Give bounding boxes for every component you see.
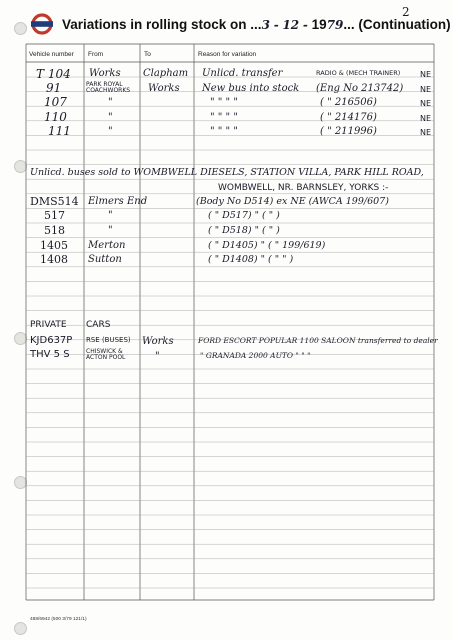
- from-value: Sutton: [88, 254, 122, 265]
- vehicle-number: 111: [48, 124, 71, 138]
- column-header-to: To: [144, 51, 151, 58]
- to-value: ": [155, 351, 160, 362]
- from-value: Works: [89, 68, 121, 79]
- vehicle-number: 1405: [40, 239, 68, 252]
- reason-extra: (Eng No 213742): [316, 83, 404, 94]
- vehicle-number: KJD637P: [30, 335, 73, 346]
- reason-value: " " " ": [210, 112, 238, 123]
- page-number: 2: [402, 5, 410, 19]
- to-value: Clapham: [143, 68, 189, 79]
- from-value: Merton: [88, 240, 126, 251]
- sold-note-line2: WOMBWELL, NR. BARNSLEY, YORKS :-: [218, 183, 389, 193]
- column-header-vehicle: Vehicle number: [29, 51, 74, 58]
- reason-value: " " " ": [210, 126, 238, 137]
- to-value: Works: [148, 83, 180, 94]
- to-value: Works: [142, 336, 174, 347]
- vehicle-number: 107: [44, 95, 67, 109]
- from-value: ": [108, 126, 113, 137]
- form-code: 488/6942 (500 3/79 121/1): [30, 617, 87, 622]
- reason-value: FORD ESCORT POPULAR 1100 SALOON transferred to dealer: [198, 336, 438, 345]
- body-number: ( " D1405) " ( " 199/619): [208, 240, 326, 251]
- vehicle-number: 91: [46, 81, 62, 95]
- vehicle-number: 517: [44, 209, 65, 222]
- garage-code: NE: [420, 114, 432, 123]
- vehicle-number: 110: [44, 110, 67, 124]
- reason-value: " GRANADA 2000 AUTO " " ": [200, 351, 311, 360]
- from-value: CHISWICK & ACTON POOL: [86, 348, 126, 361]
- reason-extra: ( " 214176): [320, 112, 377, 123]
- vehicle-number: 1408: [40, 253, 68, 266]
- from-value: Elmers End: [88, 196, 148, 207]
- column-header-reason: Reason for variation: [198, 51, 257, 58]
- private-label: PRIVATE: [30, 320, 67, 330]
- body-number: ( " D518) " ( " ): [208, 225, 280, 236]
- from-value: ": [108, 112, 113, 123]
- body-number: (Body No D514) ex NE (AWCA 199/607): [196, 196, 389, 207]
- garage-code: NE: [420, 85, 432, 94]
- page-title: Variations in rolling stock on ...3 - 12 - 1979... (Continuation): [62, 17, 451, 32]
- column-header-from: From: [88, 51, 104, 58]
- reason-value: " " " ": [210, 97, 238, 108]
- body-number: ( " D1408) " ( " " ): [208, 254, 294, 265]
- from-value: PARK ROYAL COACHWORKS: [86, 81, 131, 94]
- from-value: ": [108, 97, 113, 108]
- vehicle-number: T 104: [36, 67, 71, 81]
- from-value: ": [108, 210, 113, 221]
- body-number: ( " D517) " ( " ): [208, 210, 280, 221]
- vehicle-number: DMS514: [30, 195, 79, 208]
- garage-code: NE: [420, 99, 432, 108]
- garage-code: NE: [420, 70, 432, 79]
- vehicle-number: THV 5 S: [30, 349, 70, 360]
- reason-value: New bus into stock: [202, 83, 300, 94]
- vehicle-number: 518: [44, 224, 65, 237]
- garage-code: NE: [420, 128, 432, 137]
- from-value: ": [108, 225, 113, 236]
- cars-label: CARS: [86, 320, 111, 330]
- reason-extra: ( " 211996): [320, 126, 377, 137]
- reason-extra: RADIO & (MECH TRAINER): [316, 69, 401, 77]
- reason-extra: ( " 216506): [320, 97, 377, 108]
- sold-note-line1: Unlicd. buses sold to WOMBWELL DIESELS, STATION VILLA, PARK HILL ROAD,: [30, 167, 424, 178]
- from-value: RSE (BUSES): [86, 336, 131, 344]
- reason-value: Unlicd. transfer: [202, 68, 283, 79]
